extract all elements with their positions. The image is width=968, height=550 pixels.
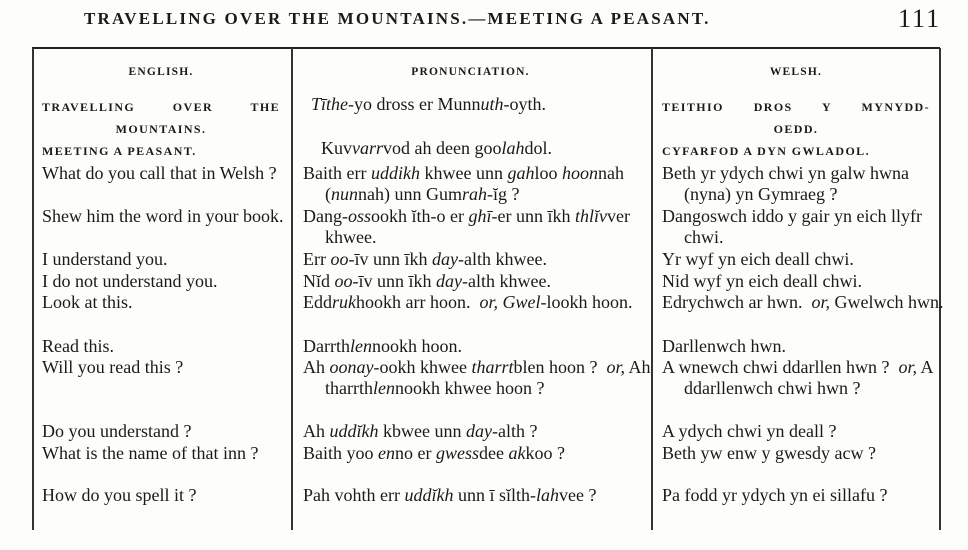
top-rule xyxy=(32,47,940,49)
english-phrase: I understand you. xyxy=(42,249,168,269)
english-phrase: Look at this. xyxy=(42,292,133,312)
english-phrase: Shew him the word in your book. xyxy=(42,206,284,226)
welsh-phrase: Dangoswch iddo y gair yn eich llyfr chwi. xyxy=(662,206,922,247)
welsh-phrase: A ydych chwi yn deall ? xyxy=(662,421,837,441)
welsh-section-heading-1: TEITHIO DROS Y MYNYDD- xyxy=(662,100,930,114)
english-section-heading-1-cont: MOUNTAINS. xyxy=(115,122,207,136)
welsh-phrase: Edrychwch ar hwn. or, Gwelwch hwn. xyxy=(662,292,944,312)
pronunciation-entry: Baith err uddikh khwee unn gahloo hoonnah (nunnah) unn Gumrah-ĭg ? xyxy=(303,163,624,204)
pronunciation-entry: Ah uddĭkh kbwee unn day-alth ? xyxy=(303,421,538,441)
english-phrase: I do not understand you. xyxy=(42,271,218,291)
english-phrase: What do you call that in Welsh ? xyxy=(42,163,277,183)
welsh-section-heading-2: CYFARFOD A DYN GWLADOL. xyxy=(662,144,870,158)
pronunciation-entry: Darrthlennookh hoon. xyxy=(303,336,462,356)
welsh-column-header: WELSH. xyxy=(769,66,823,78)
english-phrase: How do you spell it ? xyxy=(42,485,197,505)
welsh-phrase: Yr wyf yn eich deall chwi. xyxy=(662,249,854,269)
welsh-phrase: Nid wyf yn eich deall chwi. xyxy=(662,271,862,291)
pronunciation-entry: Nĭd oo-īv unn īkh day-alth khwee. xyxy=(303,271,551,291)
english-phrase: Do you understand ? xyxy=(42,421,192,441)
welsh-phrase: Darllenwch hwn. xyxy=(662,336,786,356)
pronunciation-section-heading-2: Kuvvarrvod ah deen goolahdol. xyxy=(321,138,552,158)
running-title: TRAVELLING OVER THE MOUNTAINS.—MEETING A PEASANT. xyxy=(84,9,711,28)
running-head xyxy=(0,4,968,36)
column-divider-2 xyxy=(651,48,653,530)
pronunciation-entry: Eddrukhookh arr hoon. or, Gwel-lookh hoon. xyxy=(303,292,633,312)
column-divider-right xyxy=(939,48,941,530)
english-section-heading-2: MEETING A PEASANT. xyxy=(42,144,197,158)
welsh-phrase: A wnewch chwi ddarllen hwn ? or, A ddarllenwch chwi hwn ? xyxy=(662,357,933,398)
pronunciation-entry: Baith yoo enno er gwessdee akkoo ? xyxy=(303,443,565,463)
english-column-header: ENGLISH. xyxy=(128,66,194,78)
pronunciation-entry: Err oo-īv unn īkh day-alth khwee. xyxy=(303,249,547,269)
column-divider-left xyxy=(32,48,34,530)
welsh-section-heading-1-cont: OEDD. xyxy=(773,122,819,136)
pronunciation-section-heading-1: Tīthe-yo dross er Munnuth-oyth. xyxy=(311,94,547,114)
english-phrase: Read this. xyxy=(42,336,114,356)
english-phrase: What is the name of that inn ? xyxy=(42,443,259,463)
pronunciation-entry: Dang-ossookh ĭth-o er ghī-er unn īkh thlĭvver khwee. xyxy=(303,206,630,247)
pronunciation-entry: Pah vohth err uddĭkh unn ī sĭlth-lahvee ? xyxy=(303,485,597,505)
english-phrase: Will you read this ? xyxy=(42,357,184,377)
page-number: 111 xyxy=(898,4,942,33)
pronunciation-entry: Ah oonay-ookh khwee tharrtblen hoon ? or, Ah tharrthlennookh khwee hoon ? xyxy=(303,357,651,398)
english-section-heading-1: TRAVELLING OVER THE xyxy=(42,100,280,114)
welsh-phrase: Pa fodd yr ydych yn ei sillafu ? xyxy=(662,485,888,505)
welsh-phrase: Beth yr ydych chwi yn galw hwna (nyna) yn Gymraeg ? xyxy=(662,163,909,204)
welsh-phrase: Beth yw enw y gwesdy acw ? xyxy=(662,443,876,463)
pronunciation-column-header: PRONUNCIATION. xyxy=(411,66,530,78)
